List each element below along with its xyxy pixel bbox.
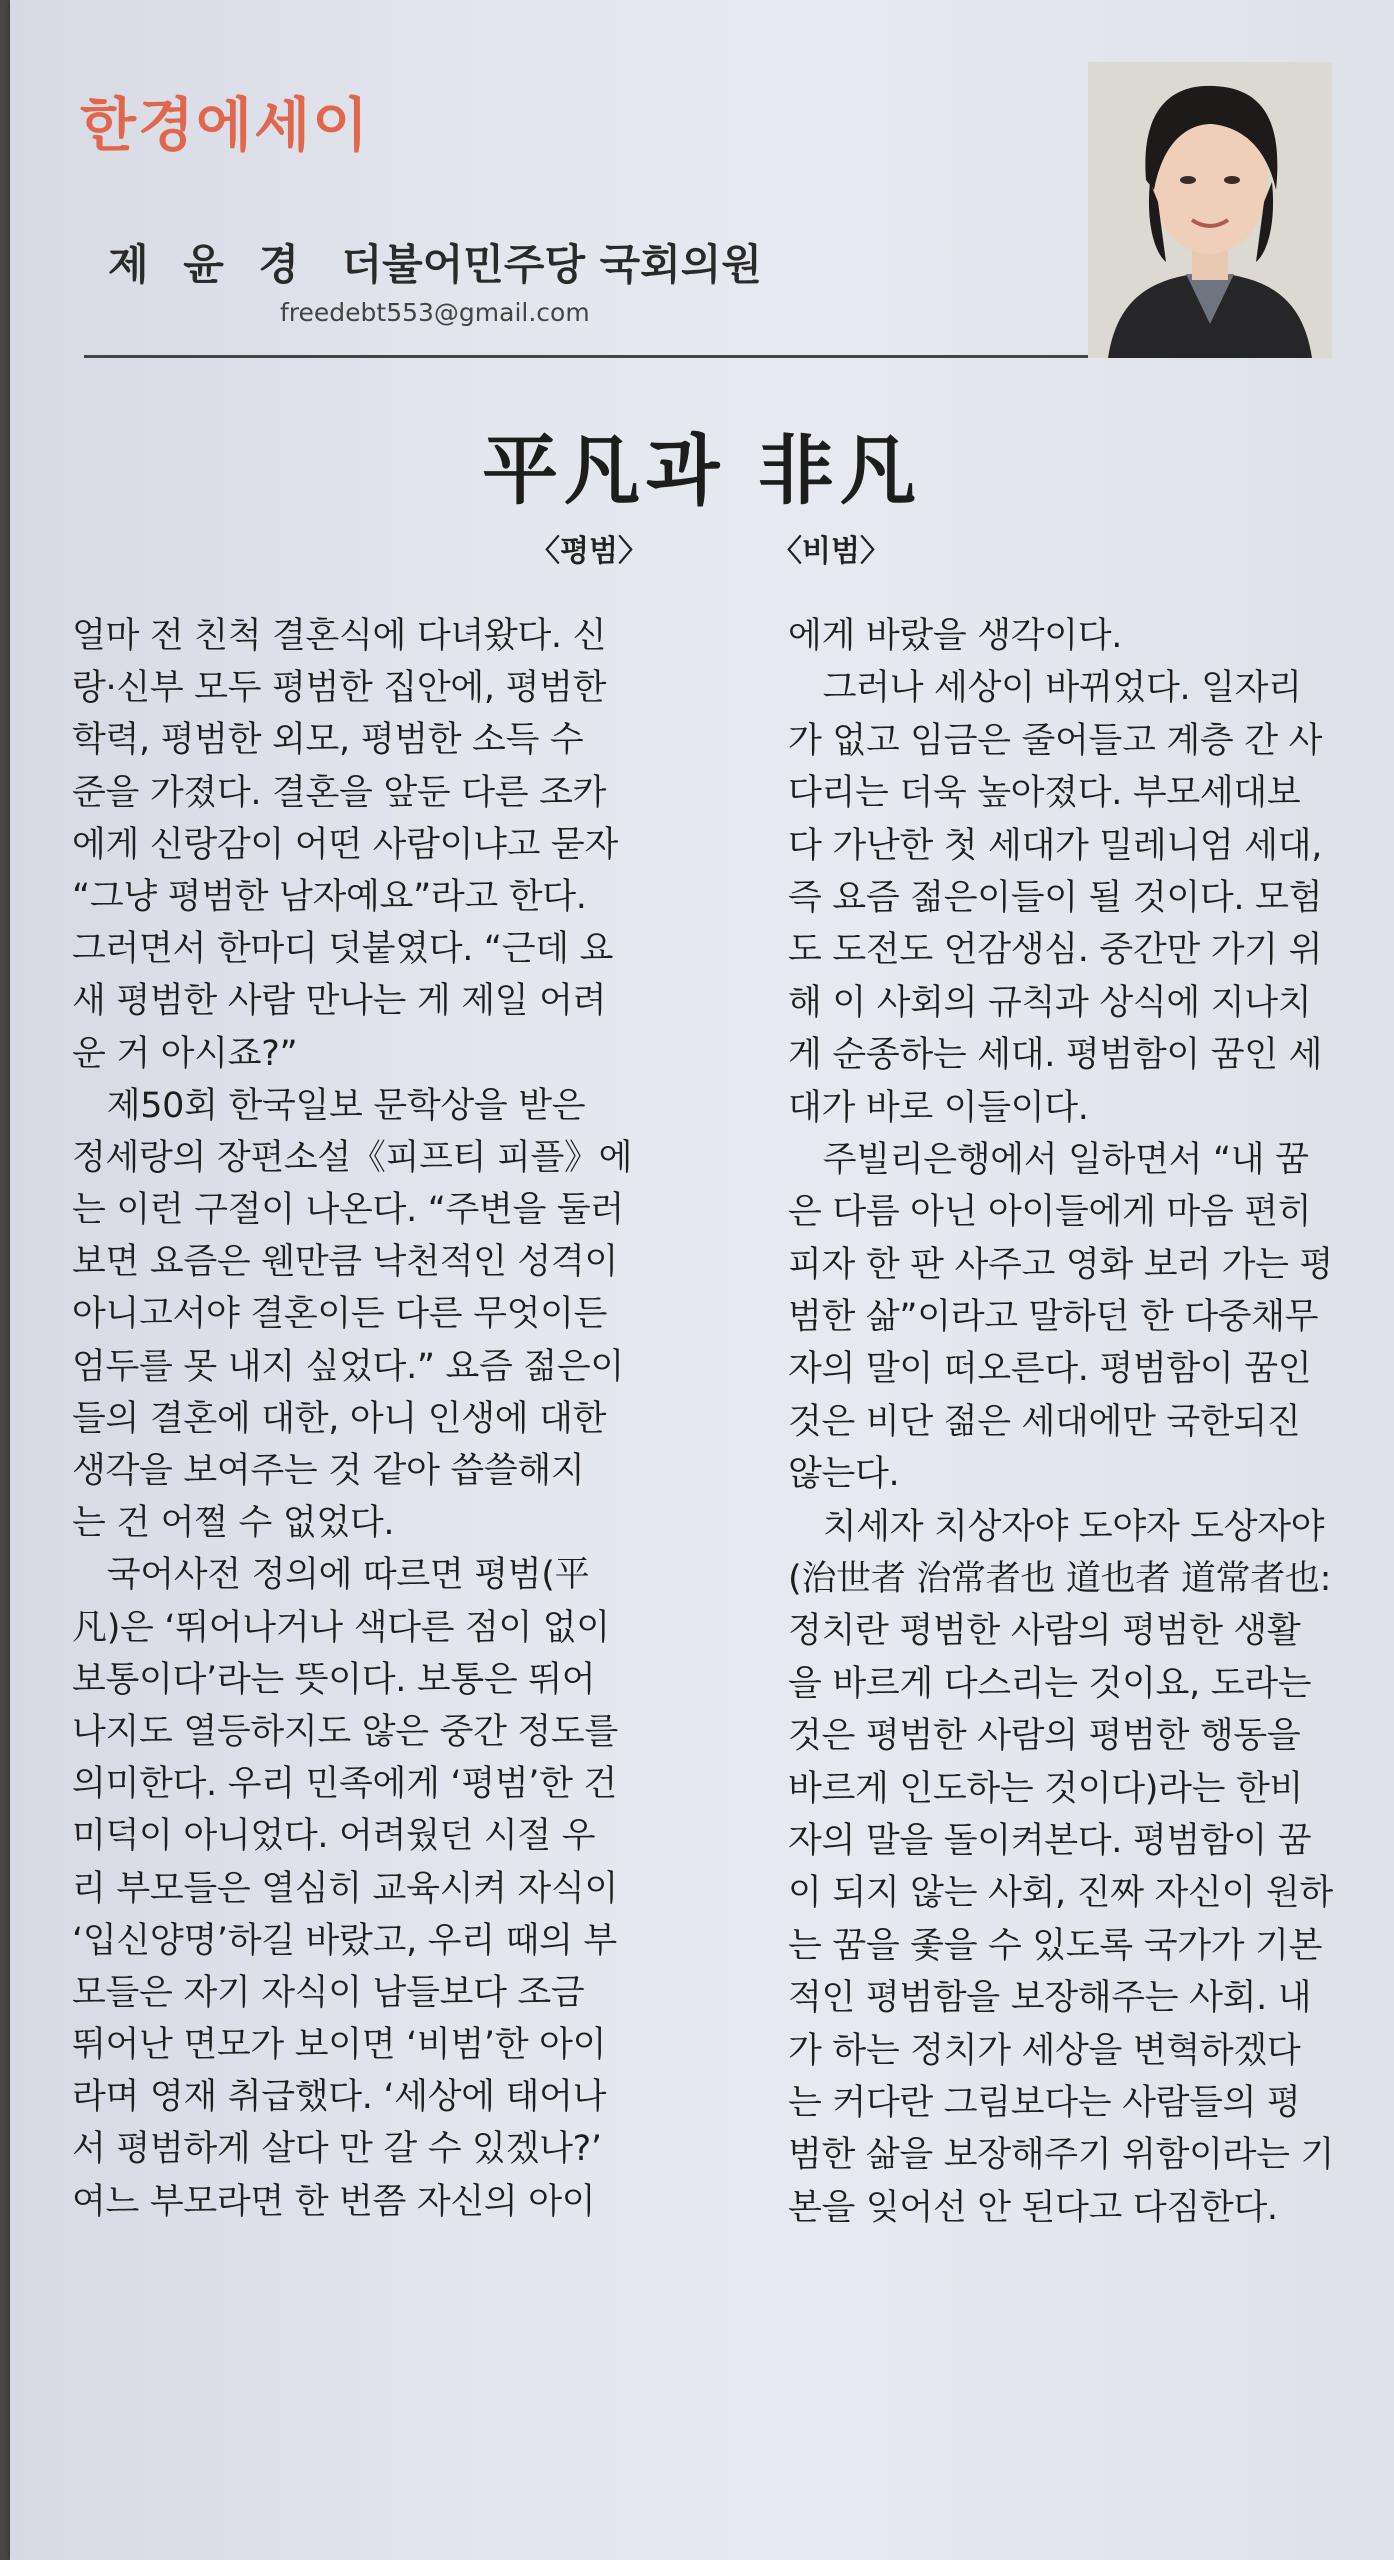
text-line: 들의 결혼에 대한, 아니 인생에 대한 <box>72 1398 607 1439</box>
author-name: 제 윤 경 <box>108 240 309 289</box>
text-line: 이 되지 않는 사회, 진짜 자신이 원하 <box>788 1873 1333 1914</box>
text-line: 모들은 자기 자식이 남들보다 조금 <box>72 1972 585 2013</box>
text-line: 즉 요즘 젊은이들이 될 것이다. 모험 <box>788 877 1323 918</box>
text-line: ‘입신양명’하길 바랐고, 우리 때의 부 <box>72 1920 617 1961</box>
newspaper-clipping <box>10 0 1394 2560</box>
text-line: 엄두를 못 내지 싶었다.” 요즘 젊은이 <box>72 1346 624 1387</box>
text-line: 본을 잊어선 안 된다고 다짐한다. <box>788 2187 1278 2228</box>
text-line: 도 도전도 언감생심. 중간만 가기 위 <box>788 930 1323 971</box>
text-line: 게 순종하는 세대. 평범함이 꿈인 세 <box>788 1035 1323 1076</box>
text-line: 치세자 치상자야 도야자 도상자야 <box>788 1506 1325 1547</box>
text-line: (治世者 治常者也 道也者 道常者也: <box>788 1559 1332 1600</box>
text-line: 학력, 평범한 외모, 평범한 소득 수 <box>72 720 584 761</box>
text-line: 생각을 보여주는 것 같아 씁쓸해지 <box>72 1451 585 1491</box>
text-line: 대가 바로 이들이다. <box>788 1087 1089 1128</box>
text-line: 것은 평범한 사람의 평범한 행동을 <box>788 1716 1301 1757</box>
text-line: 준을 가졌다. 결혼을 앞둔 다른 조카 <box>72 772 607 813</box>
text-line: 그러나 세상이 바뀌었다. 일자리 <box>788 668 1302 709</box>
text-line: 범한 삶”이라고 말하던 한 다중채무 <box>788 1297 1319 1338</box>
text-line: 바르게 인도하는 것이다)라는 한비 <box>788 1768 1303 1809</box>
text-line: 라며 영재 취급했다. ‘세상에 태어나 <box>72 2077 607 2118</box>
text-line: 정치란 평범한 사람의 평범한 생활 <box>788 1611 1301 1652</box>
text-line: 제50회 한국일보 문학상을 받은 <box>72 1085 586 1126</box>
text-line: 은 다름 아닌 아이들에게 마음 편히 <box>788 1192 1312 1233</box>
text-line: 주빌리은행에서 일하면서 “내 꿈 <box>788 1139 1309 1180</box>
text-line: 보면 요즘은 웬만큼 낙천적인 성격이 <box>72 1242 618 1283</box>
text-line: “그냥 평범한 남자예요”라고 한다. <box>72 876 587 917</box>
text-line: 凡)은 ‘뛰어나거나 색다른 점이 없이 <box>72 1607 610 1648</box>
text-line: 정세랑의 장편소설《피프티 피플》에 <box>72 1137 633 1178</box>
headline-reading-2: 〈비범〉 <box>772 534 890 569</box>
text-line: 나지도 열등하지도 않은 중간 정도를 <box>72 1711 618 1752</box>
text-line: 을 바르게 다스리는 것이요, 도라는 <box>788 1663 1312 1704</box>
article-column-left <box>72 610 662 2228</box>
text-line: 는 커다란 그림보다는 사람들의 평 <box>788 2082 1301 2123</box>
text-line: 가 없고 임금은 줄어들고 계층 간 사 <box>788 720 1323 761</box>
text-line: 범한 삶을 보장해주기 위함이라는 기 <box>788 2135 1334 2176</box>
text-line: 않는다. <box>788 1454 900 1495</box>
text-line: 의미한다. 우리 민족에게 ‘평범’한 건 <box>72 1764 617 1805</box>
article-column-right <box>788 610 1348 2234</box>
text-line: 운 거 아시죠?” <box>72 1033 298 1074</box>
text-line: 피자 한 판 사주고 영화 보러 가는 평 <box>788 1244 1333 1285</box>
text-line: 적인 평범함을 보장해주는 사회. 내 <box>788 1978 1312 2019</box>
text-line: 자의 말을 돌이켜본다. 평범함이 꿈 <box>788 1820 1312 1861</box>
author-portrait <box>1088 62 1332 358</box>
headline-reading-1: 〈평범〉 <box>530 534 648 569</box>
text-line: 에게 바랐을 생각이다. <box>788 616 1123 656</box>
column-series-title: 한경에세이 <box>80 91 371 159</box>
text-line: 보통이다’라는 뜻이다. 보통은 뛰어 <box>72 1659 596 1700</box>
text-line: 자의 말이 떠오른다. 평범함이 꿈인 <box>788 1349 1312 1390</box>
text-line: 서 평범하게 살다 만 갈 수 있겠나?’ <box>72 2129 602 2170</box>
text-line: 뛰어난 면모가 보이면 ‘비범’한 아이 <box>72 2025 607 2066</box>
text-line: 여느 부모라면 한 번쯤 자신의 아이 <box>72 2181 596 2222</box>
text-line: 는 꿈을 좇을 수 있도록 국가가 기본 <box>788 1925 1323 1966</box>
text-line: 얼마 전 친척 결혼식에 다녀왔다. 신 <box>72 616 607 656</box>
header-divider <box>84 355 1094 358</box>
text-line: 는 건 어쩔 수 없었다. <box>72 1503 395 1544</box>
text-line: 해 이 사회의 규칙과 상식에 지나치 <box>788 982 1312 1023</box>
text-line: 다리는 더욱 높아졌다. 부모세대보 <box>788 773 1301 814</box>
text-line: 아니고서야 결혼이든 다른 무엇이든 <box>72 1294 608 1335</box>
text-line: 가 하는 정치가 세상을 변혁하겠다 <box>788 2030 1301 2071</box>
text-line: 는 이런 구절이 나온다. “주변을 둘러 <box>72 1190 624 1231</box>
author-byline <box>108 232 762 292</box>
article-headline: 平凡과 非凡 <box>482 426 922 515</box>
text-line: 다 가난한 첫 세대가 밀레니엄 세대, <box>788 825 1323 866</box>
text-line: 그러면서 한마디 덧붙였다. “근데 요 <box>72 929 614 970</box>
text-line: 것은 비단 젊은 세대에만 국한되진 <box>788 1401 1301 1442</box>
text-line: 국어사전 정의에 따르면 평범(平 <box>72 1555 590 1596</box>
text-line: 새 평범한 사람 만나는 게 제일 어려 <box>72 981 607 1022</box>
author-email: freedebt553@gmail.com <box>280 298 590 327</box>
text-line: 랑·신부 모두 평범한 집안에, 평범한 <box>72 668 607 709</box>
author-affiliation: 더불어민주당 국회의원 <box>341 240 762 289</box>
text-line: 에게 신랑감이 어떤 사람이냐고 묻자 <box>72 824 618 865</box>
text-line: 리 부모들은 열심히 교육시켜 자식이 <box>72 1868 618 1909</box>
text-line: 미덕이 아니었다. 어려웠던 시절 우 <box>72 1816 596 1857</box>
